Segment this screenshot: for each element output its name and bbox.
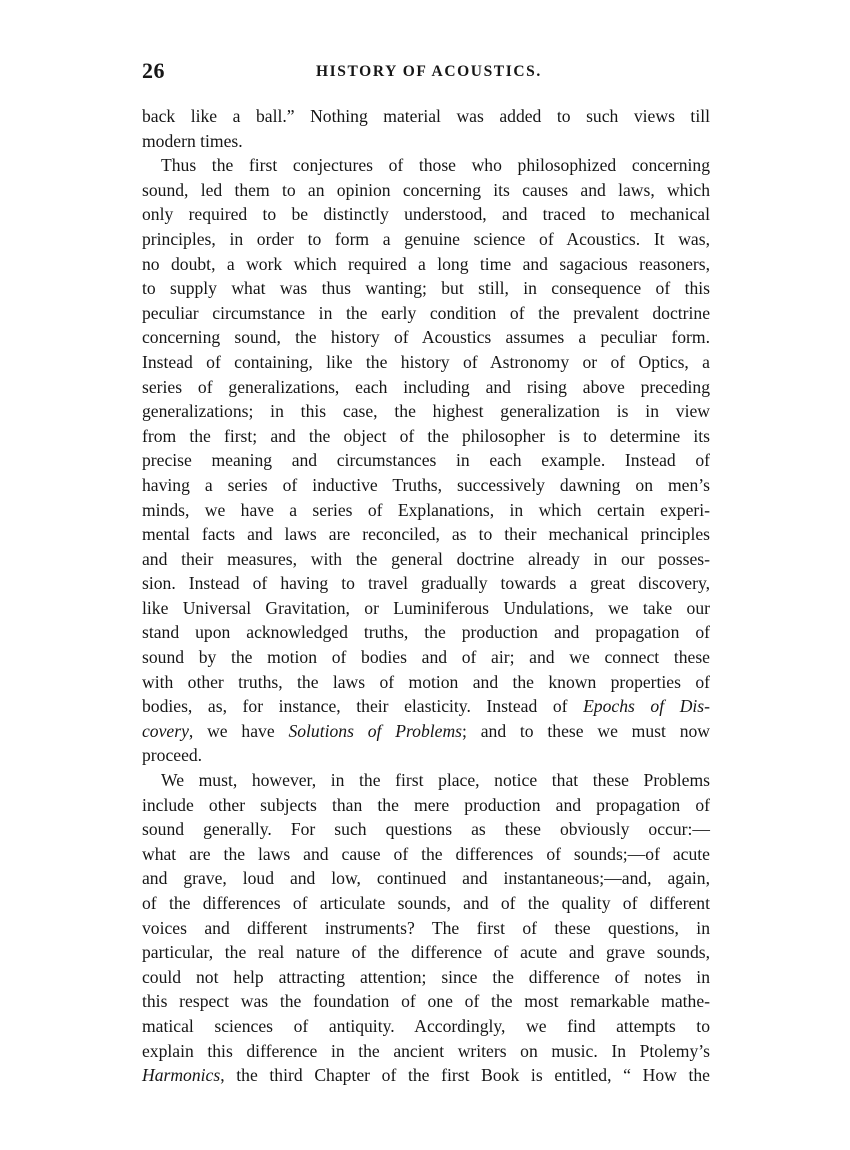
text-line: only required to be distinctly understood, and traced to mechanical (142, 204, 710, 225)
text-line: could not help attracting attention; since the difference of notes in (142, 966, 710, 987)
text-line: stand upon acknowledged truths, the production and propagation of (142, 622, 710, 643)
text-line: and grave, loud and low, continued and instantaneous;—and, again, (142, 868, 710, 889)
body-text (142, 104, 710, 1088)
text-line: Harmonics, the third Chapter of the first Book is entitled, “ How the (142, 1065, 710, 1086)
book-page (142, 58, 710, 1088)
text-line: what are the laws and cause of the differences of sounds;—of acute (142, 843, 710, 864)
running-title: HISTORY OF ACOUSTICS. (316, 63, 542, 80)
text-line: precise meaning and circumstances in each example. Instead of (142, 450, 710, 471)
text-line: with other truths, the laws of motion and the known properties of (142, 671, 710, 692)
text-line: voices and different instruments? The first of these questions, in (142, 917, 710, 938)
text-line: include other subjects than the mere production and propagation of (142, 794, 710, 815)
text-line: generalizations; in this case, the highest generalization is in view (142, 401, 710, 422)
text-line: minds, we have a series of Explanations, in which certain experi- (142, 499, 710, 520)
text-line: from the first; and the object of the philosopher is to determine its (142, 425, 710, 446)
text-line: having a series of inductive Truths, successively dawning on men’s (142, 474, 710, 495)
text-line: sound generally. For such questions as these obviously occur:— (142, 819, 710, 840)
text-line: Thus the first conjectures of those who philosophized concerning (161, 155, 710, 176)
text-line: We must, however, in the first place, notice that these Problems (161, 770, 710, 791)
text-line: Instead of containing, like the history of Astronomy or of Optics, a (142, 351, 710, 372)
text-line: no doubt, a work which required a long time and sagacious reasoners, (142, 253, 710, 274)
text-line: sound by the motion of bodies and of air; and we connect these (142, 647, 710, 668)
text-line: matical sciences of antiquity. Accordingly, we find attempts to (142, 1015, 710, 1036)
text-line: back like a ball.” Nothing material was added to such views till (142, 106, 710, 126)
text-line: explain this difference in the ancient writers on music. In Ptolemy’s (142, 1040, 710, 1061)
text-line: particular, the real nature of the difference of acute and grave sounds, (142, 942, 710, 963)
text-line: this respect was the foundation of one of the most remarkable mathe- (142, 991, 710, 1012)
text-line: modern times. (142, 130, 243, 151)
page-number: 26 (142, 58, 165, 83)
running-head (142, 58, 710, 90)
text-line: sound, led them to an opinion concerning its causes and laws, which (142, 179, 710, 200)
text-line: of the differences of articulate sounds, and of the quality of different (142, 893, 710, 913)
text-line: to supply what was thus wanting; but still, in consequence of this (142, 278, 710, 299)
text-line: peculiar circumstance in the early condition of the prevalent doctrine (142, 302, 710, 323)
text-line: like Universal Gravitation, or Luminiferous Undulations, we take our (142, 597, 710, 618)
text-line: mental facts and laws are reconciled, as to their mechanical principles (142, 524, 710, 545)
text-line: proceed. (142, 745, 203, 766)
text-line: principles, in order to form a genuine science of Acoustics. It was, (142, 228, 710, 249)
text-line: and their measures, with the general doctrine already in our posses- (142, 548, 710, 569)
text-line: concerning sound, the history of Acoustics assumes a peculiar form. (142, 327, 710, 348)
text-line: series of generalizations, each including and rising above preceding (142, 376, 710, 397)
text-line: bodies, as, for instance, their elasticity. Instead of Epochs of Dis- (142, 696, 710, 717)
text-line: covery, we have Solutions of Problems; and to these we must now (142, 720, 710, 741)
text-line: sion. Instead of having to travel gradually towards a great discovery, (142, 573, 710, 594)
